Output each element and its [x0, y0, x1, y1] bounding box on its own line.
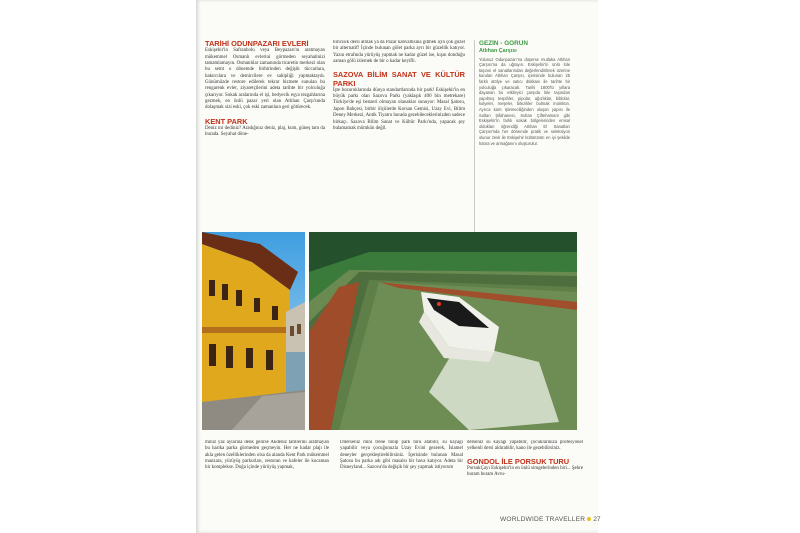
body-text-park-continued: biricisik dersi almak ya da Pazar kahvaltısına gitmek için çok güzel bir alternatif! İçinde bulunan gölet parka ayrı bir güzellik katıyor. Yazın etrafında yürüyüş yapmak ne kadar güzel ise, kışın donduğu zaman gölü izlemek de bir o kadar keyifli.	[333, 40, 465, 65]
sidebar-body: Yolunuz Odunpazarı'na düşerse mutlaka Atlıhan Çarşısı'na da uğrayın. Eskişehir'in ünlü lüle taşının el sanatlarından değerlendirilmek üzerine kurulan Atlıhan Çarşısı, içerisinde bulunan 25 farklı atölye ve satıcı dükkanı ile tarihte bir yolculuğa çıkaracak. Tarihi 1800'lü yıllara dayanan bu etkileyici çarşıda lüle taşından yapılmış tespihler, pipolar, ağızlıklar, biblolar, kolyeler, meşeler, bilezikler bulmak mümkün. Ayrıca kartı işlemeciliğinden oluşan yapısı ile Sultan Şifahanesi, Sultan Çiftehamam gibi Eskişehir'in farklı sokak bölgelerinden emsal oldukları öğrendiği Atlıhan El Sanatları Çarşısı'nda her dönemde pratik ve seleksiyon olunur zevk ile Eskişehir kültürünün en iyi şekilde hatıra ve armağanını oluşturulur.	[479, 56, 570, 146]
article-column-1	[205, 40, 325, 230]
section-heading-kent-park: KENT PARK	[205, 116, 248, 126]
body-text-sazova-continued: Dilerseniz mini trene binip park turu atabilir, su kayağı yapabilir veya çocuğunuzla Uzay Evini gezerek, İslamel deneyler gerçekleştirebilirsiniz. İçerisinde bulunan Masal Şatosu bu parka adı gibi masalsı bir hava katıyor. Adeta bir Disneyland... Sazova'da değişik bir şey yapmak istiyorum	[340, 440, 463, 471]
article-column-4	[340, 440, 463, 522]
body-text-kent-park-continued: miniz yaz aylarına denk gelirse Akdeniz tatillerini aratmayan bu harika parka görmeden geçmeyin. Her ne kadar plajı ile akla gelen özelliklerinden olsa da alanda Kent Park mükemmel manzara, yürüyüş parkurları, restoran ve kafeler ile kocaman bir komplekse. Doğa içinde yürüyüş yapmak,	[205, 440, 329, 471]
section-heading-sazova: SAZOVA BİLİM SANAT VE KÜLTÜR PARKI	[333, 70, 465, 88]
article-column-2	[333, 40, 465, 230]
porsuk-boat-image	[309, 232, 577, 430]
section-heading-odunpazari: TARİHİ ODUNPAZARI EVLERİ	[205, 40, 309, 48]
article-column-5	[467, 440, 583, 514]
body-text-gondol: PorsukÇayı Eskişehir'in en ünlü simgelerinden biri... Şehre buram buram Avru-	[467, 465, 583, 478]
sidebar-title: GEZİN - GÖRÜN	[479, 40, 528, 47]
photo-porsuk-boat	[309, 232, 577, 430]
odunpazari-houses-image	[202, 232, 305, 430]
body-text-odunpazari: Eskişehir'in Safranbolu veya Beypazarı'nı aratmayan mükemmel Osmanlı evlerini görmeden seyahatinizi tamamlamayın. Osmanlılar zamanında ticaretin merkezi olan bu semt o dönemde birbirinden değişik tüccarlara, bakırcılara ve demircilere ev sahipliği yapmaktaydı. Günümüzde restore edilerek tekrar hizmete sunulan bu rengarenk evler, ziyaretçilerini adeta tarihte bir yolculuğa çıkarıyor. Sokak aralarında el işi, bedyecik eşya tezgahlarına gezmek, en ünlü pazar yeri olan Atlıhan Çarşı'sında dolaşmak sizi eski, çok eski zamanlara geri götürecek.	[205, 48, 325, 111]
article-column-3	[205, 440, 329, 522]
section-heading-gondol: GONDOL İLE PORSUK TURU	[467, 456, 570, 466]
body-text-sazova: İşte bozuruklarında dünya standartlarında bir park! Eskişehir'in en büyük parkı olan Sazova Parkı (yaklaşık 400 bin metrekare) Türkiye'de eşi benzeri olmayan olanaklar sunuyor: Masal Şatosu, Japon Bahçesi, birbir ölçülerde Korsan Gemisi, Uzay Evi, Bilim Deney Merkezi, Antik Tiyatro burada gezebileceklerinizden sadece birkaçı. Sazova Bilim Sanat ve Kültür Parkı'nda, yapacak şey bulamamak mümkün değil.	[333, 87, 465, 131]
magazine-name-part-2: TRAVELLER	[545, 516, 586, 523]
body-text-kent-park: Deniz mi dediniz? Aradığınız deniz, plaj, kum, güneş tam da burada. Seyahat döne-	[205, 125, 325, 138]
photo-odunpazari-houses	[202, 232, 305, 430]
page-number: 27	[593, 516, 601, 523]
sidebar-subtitle: Atlıhan Çarşısı	[479, 47, 517, 54]
page-footer	[500, 516, 601, 523]
footer-dot-icon	[587, 517, 591, 521]
body-text-sazova-end: derseniz su kayağı yapabilir, çocuklarınıza profesyonel yelkenli dersi aldırabilir, kano ile gezebilirsiniz.	[467, 440, 583, 452]
magazine-name-part-1: WORLDWIDE	[500, 516, 544, 523]
